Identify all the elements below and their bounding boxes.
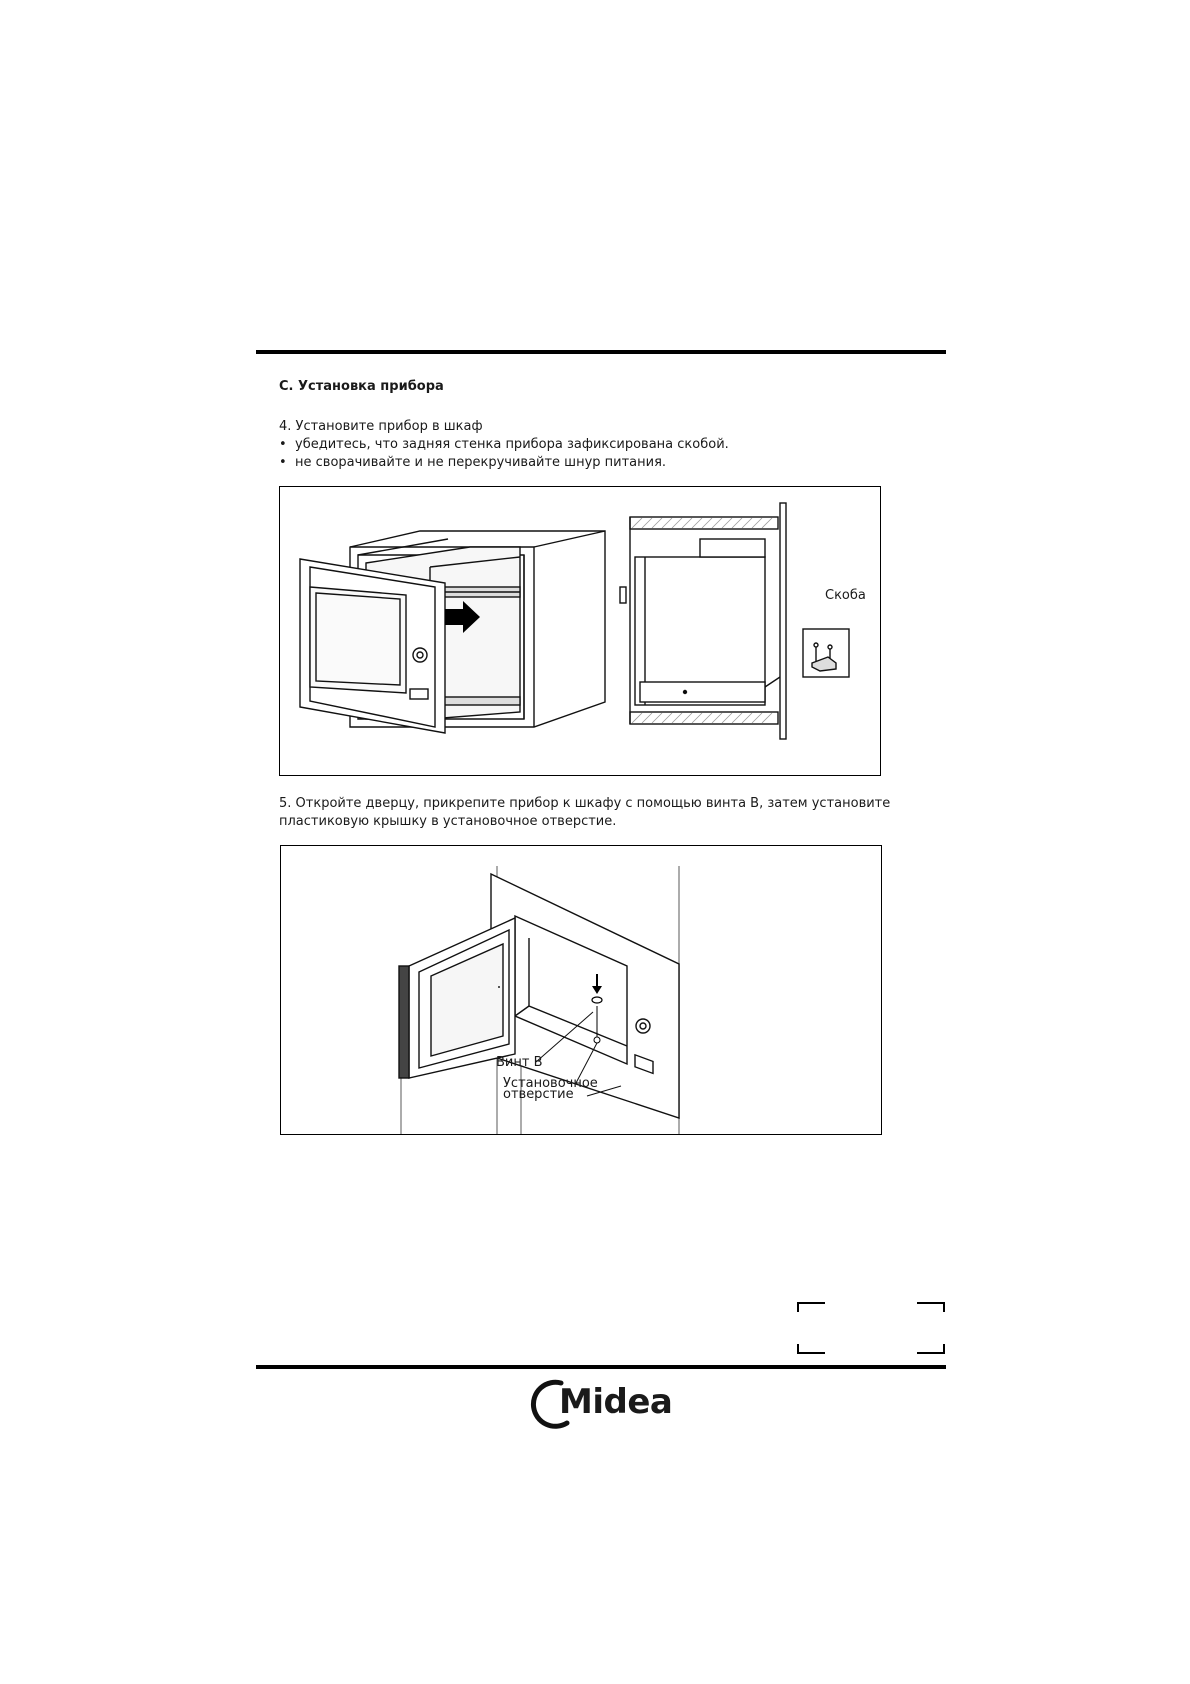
open-door xyxy=(399,918,515,1078)
bullet-text: убедитесь, что задняя стенка прибора зафиксирована скобой. xyxy=(295,437,729,452)
label-bracket: Скоба xyxy=(825,588,866,603)
section-drawing xyxy=(620,503,849,739)
corner-mark-top-left xyxy=(797,1302,825,1312)
top-rule xyxy=(256,350,946,354)
step4-bullet-1 xyxy=(279,436,729,454)
microwave-front xyxy=(300,559,445,733)
bullet-symbol: • xyxy=(279,437,287,452)
corner-mark-bottom-left xyxy=(797,1344,825,1354)
step5-line2: пластиковую крышку в установочное отверстие. xyxy=(279,814,617,829)
corner-mark-top-right xyxy=(917,1302,945,1312)
bottom-rule xyxy=(256,1365,946,1369)
step4-bullet-2 xyxy=(279,454,666,472)
logo-text: Midea xyxy=(559,1382,673,1422)
step4-heading: 4. Установите прибор в шкаф xyxy=(279,419,483,434)
label-screw-b: Винт B xyxy=(496,1055,543,1070)
midea-logo xyxy=(527,1375,673,1433)
figure-fix-with-screw xyxy=(280,845,882,1135)
bullet-text: не сворачивайте и не перекручивайте шнур питания. xyxy=(295,455,667,470)
corner-mark-bottom-right xyxy=(917,1344,945,1354)
label-mounting-hole-line2: отверстие xyxy=(503,1087,574,1102)
label-mounting-hole-line1: Установочное xyxy=(503,1076,598,1091)
figure-install-into-cabinet xyxy=(279,486,881,776)
bullet-symbol: • xyxy=(279,455,287,470)
step5-line1: 5. Откройте дверцу, прикрепите прибор к шкафу с помощью винта B, затем установите xyxy=(279,796,891,811)
install-diagram xyxy=(280,487,880,775)
section-title: C. Установка прибора xyxy=(279,379,444,394)
